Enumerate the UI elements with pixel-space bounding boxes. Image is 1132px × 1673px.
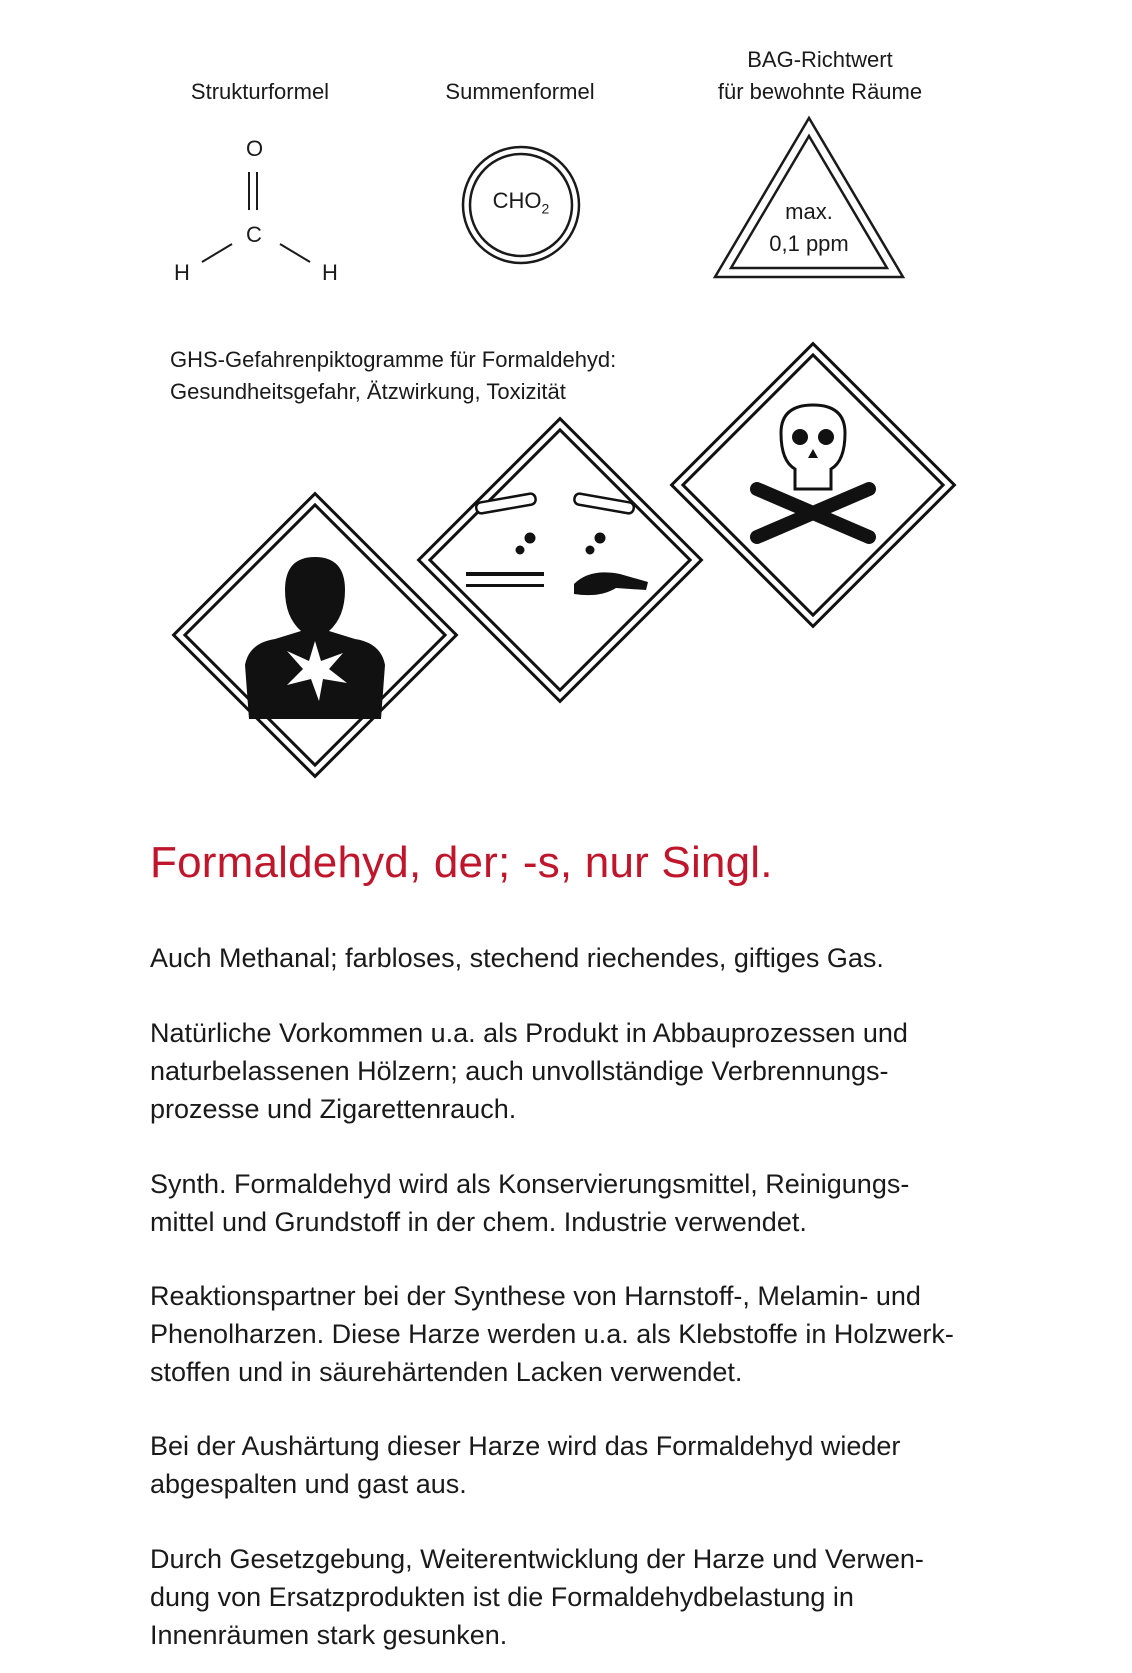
caption-summenformel: Summenformel — [445, 79, 595, 104]
paragraph-line: Bei der Aushärtung dieser Harze wird das Formaldehyd wieder — [150, 1431, 901, 1461]
paragraph-line: Innenräumen stark gesunken. — [150, 1620, 508, 1650]
paragraph-line: Phenolharzen. Diese Harze werden u.a. als Klebstoffe in Holzwerk- — [150, 1319, 954, 1349]
caption-strukturformel: Strukturformel — [190, 79, 330, 104]
atom-oxygen: O — [246, 136, 264, 161]
bag-value-line2: 0,1 ppm — [769, 231, 849, 256]
paragraph-3 — [150, 1165, 1030, 1241]
paragraph-line: dung von Ersatzprodukten ist die Formaldehydbelastung in — [150, 1582, 854, 1612]
paragraph-line: Natürliche Vorkommen u.a. als Produkt in Abbauprozessen und — [150, 1018, 908, 1048]
paragraph-4 — [150, 1277, 1030, 1391]
paragraph-line: Synth. Formaldehyd wird als Konservierungsmittel, Reinigungs- — [150, 1169, 910, 1199]
paragraph-line: Durch Gesetzgebung, Weiterentwicklung der Harze und Verwen- — [150, 1544, 924, 1574]
atom-carbon: C — [246, 222, 262, 247]
caption-bag-line1: BAG-Richtwert — [747, 47, 893, 72]
entry-headline: Formaldehyd, der; -s, nur Singl. — [150, 838, 773, 887]
paragraph-6 — [150, 1540, 1030, 1654]
paragraph-1 — [150, 939, 1030, 977]
paragraph-line: abgespalten und gast aus. — [150, 1469, 467, 1499]
sum-formula-subscript: 2 — [541, 200, 550, 217]
paragraph-line: prozesse und Zigarettenrauch. — [150, 1094, 517, 1124]
paragraph-line: stoffen und in säurehärtenden Lacken verwendet. — [150, 1357, 743, 1387]
paragraph-line: mittel und Grundstoff in der chem. Industrie verwendet. — [150, 1207, 807, 1237]
caption-bag-line2: für bewohnte Räume — [717, 79, 923, 104]
ghs-caption-line2: Gesundheitsgefahr, Ätzwirkung, Toxizität — [170, 379, 566, 404]
atom-hydrogen-left: H — [174, 260, 190, 285]
sum-formula-base: CHO — [492, 188, 542, 213]
skull-crossbones-icon — [663, 335, 963, 635]
paragraph-2 — [150, 1014, 1030, 1128]
paragraph-5 — [150, 1427, 1030, 1503]
paragraph-line: naturbelassenen Hölzern; auch unvollständige Verbrennungs- — [150, 1056, 889, 1086]
ghs-caption-line1: GHS-Gefahrenpiktogramme für Formaldehyd: — [170, 347, 617, 372]
sum-formula — [459, 188, 583, 216]
paragraph-line: Auch Methanal; farbloses, stechend riechendes, giftiges Gas. — [150, 943, 884, 973]
bag-value-line1: max. — [785, 199, 833, 224]
paragraph-line: Reaktionspartner bei der Synthese von Harnstoff-, Melamin- und — [150, 1281, 921, 1311]
atom-hydrogen-right: H — [322, 260, 338, 285]
